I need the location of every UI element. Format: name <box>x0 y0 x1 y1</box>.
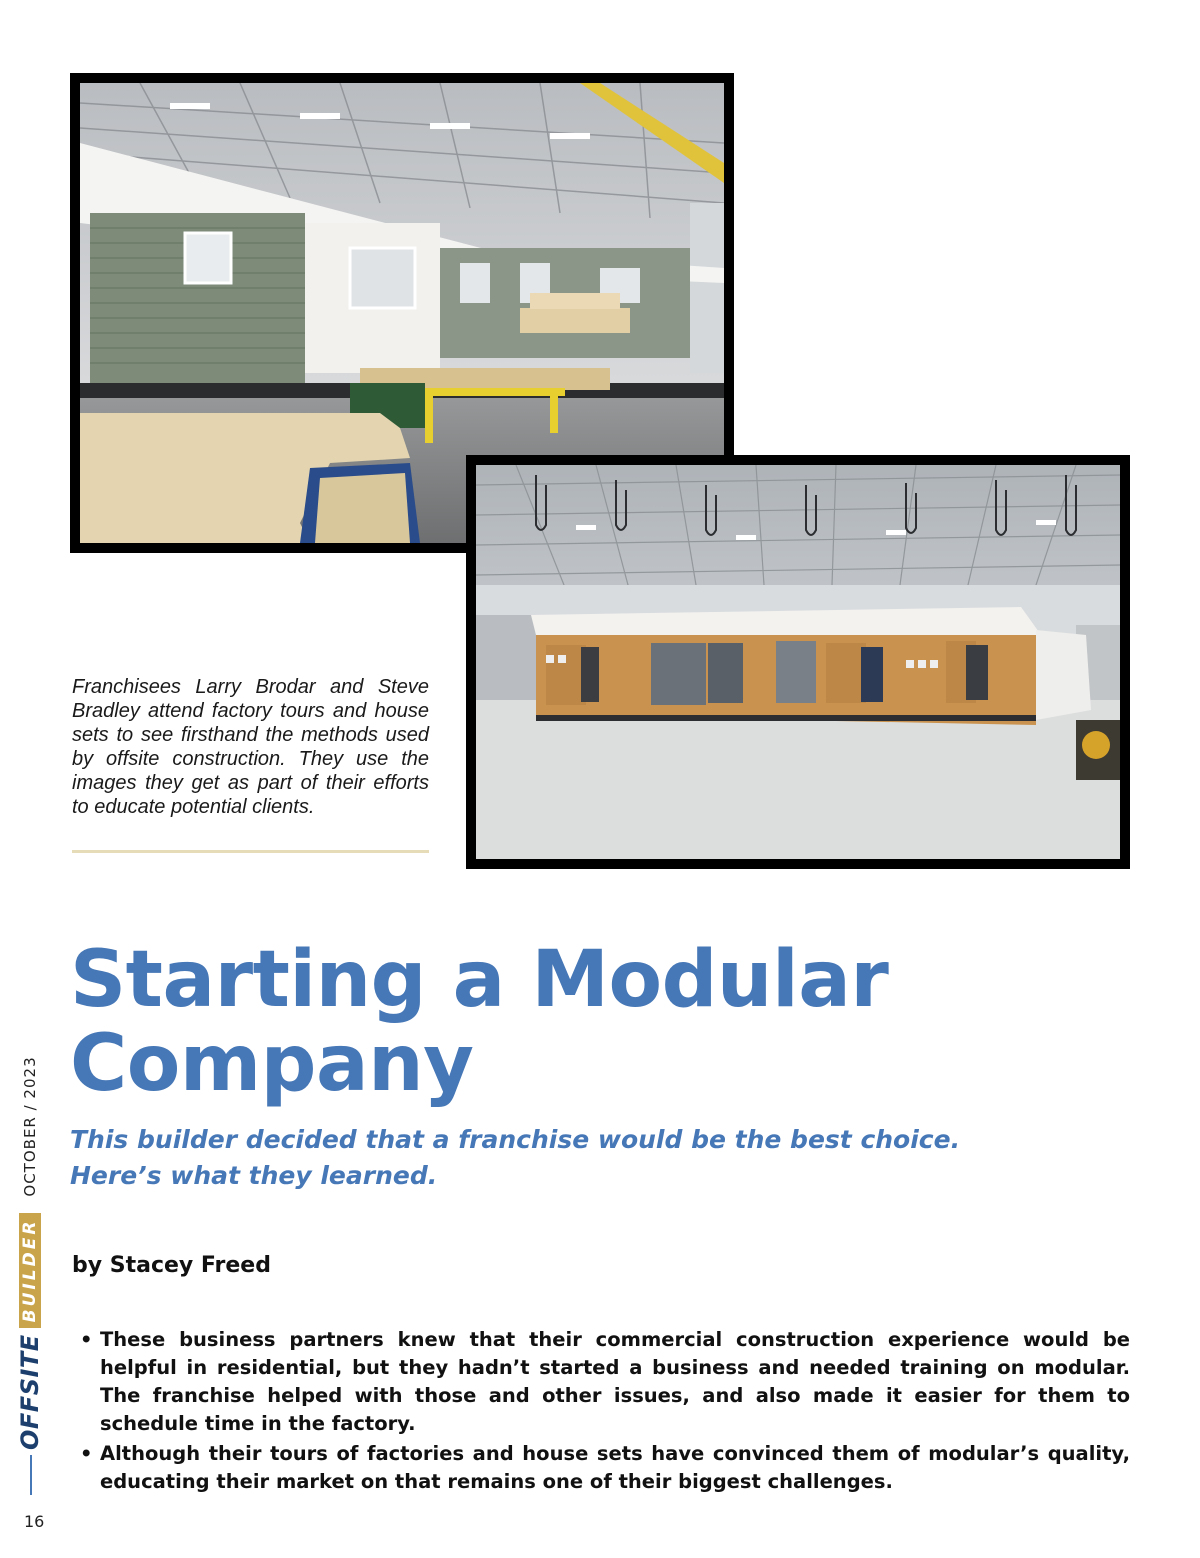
subtitle-line-2: Here’s what they learned. <box>70 1161 438 1190</box>
key-points-list <box>80 1326 1130 1498</box>
byline: by Stacey Freed <box>72 1253 271 1278</box>
article-subtitle <box>70 1122 1070 1194</box>
sidebar-accent-line <box>30 1455 32 1495</box>
magazine-name-builder: BUILDER <box>19 1213 41 1329</box>
caption-divider <box>72 850 429 853</box>
article-title: Starting a Modular Company <box>70 935 889 1109</box>
list-item <box>80 1326 1130 1438</box>
bullet-text: These business partners knew that their commercial construction experience would be helpful in residential, but they hadn’t started a business and needed training on modular. The franchise helped with those and other issues, and also made it easier for them to schedule time in the factory. <box>100 1328 1130 1435</box>
factory-floor-modular-house-photo <box>476 465 1120 859</box>
bullet-text: Although their tours of factories and house sets have convinced them of modular’s quality, educating their market on that remains one of their biggest challenges. <box>100 1442 1130 1493</box>
subtitle-line-1: This builder decided that a franchise would be the best choice. <box>70 1125 961 1154</box>
list-item <box>80 1440 1130 1496</box>
photo-caption: Franchisees Larry Brodar and Steve Bradley attend factory tours and house sets to see firsthand the methods used by offsite construction. They use the images they get as part of their efforts to educate potential clients. <box>72 676 429 818</box>
page-number: 16 <box>24 1512 45 1531</box>
factory-floor-photo <box>466 455 1130 869</box>
issue-date: OCTOBER / 2023 <box>21 1056 39 1197</box>
magazine-name-offsite: OFFSITE <box>16 1334 44 1450</box>
magazine-sidebar <box>16 1056 44 1450</box>
bullet-icon: • <box>80 1328 93 1351</box>
bullet-icon: • <box>80 1442 93 1465</box>
